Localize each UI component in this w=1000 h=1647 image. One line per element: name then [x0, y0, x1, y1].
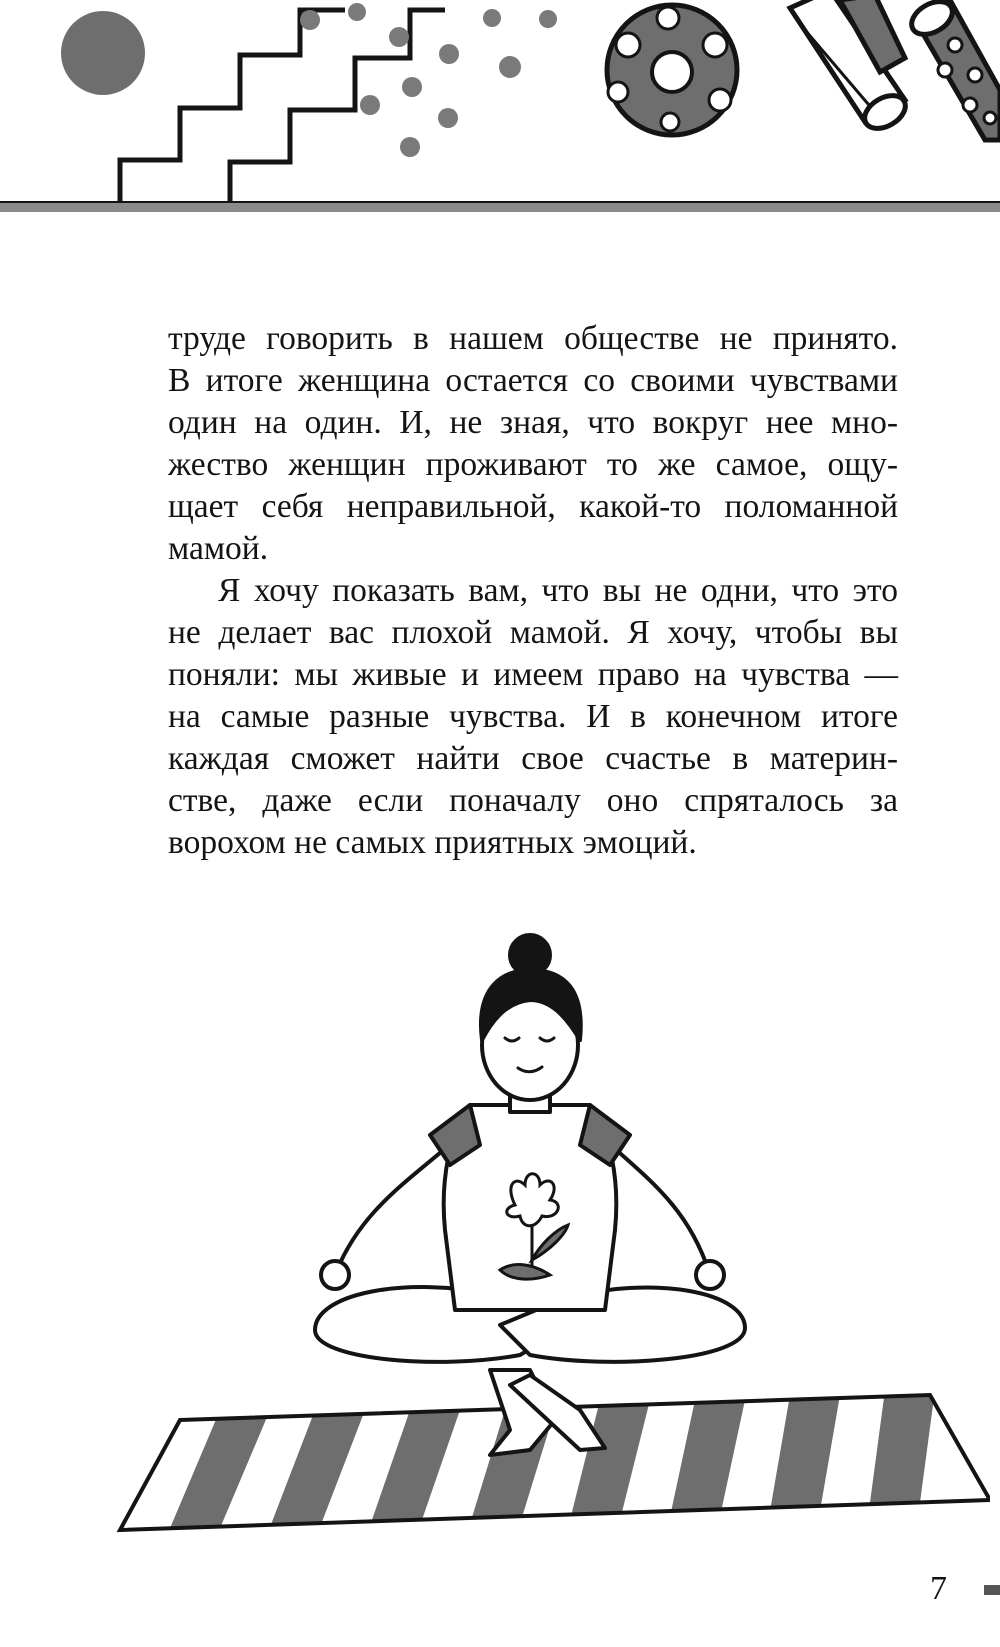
rolling-pin-icon — [790, 0, 911, 135]
corner-mark — [984, 1585, 1000, 1595]
dotted-pattern-icon — [300, 3, 557, 157]
text-line: один на один. И, не зная, что вокруг нее мно- — [168, 404, 898, 441]
text-line: поняли: мы живые и имеем право на чувства — — [168, 656, 898, 693]
header-illustration — [0, 0, 1000, 230]
dark-sun-icon — [61, 11, 145, 95]
page-number: 7 — [930, 1570, 947, 1607]
dotted-tube-icon — [906, 0, 1000, 140]
polka-dot-ball-icon — [607, 5, 737, 135]
paragraph-2 — [168, 570, 898, 864]
text-line: ворохом не самых приятных эмоций. — [168, 824, 697, 861]
text-line: стве, даже если поначалу оно спряталось за — [168, 782, 898, 819]
meditation-illustration — [110, 930, 990, 1550]
text-line: каждая сможет найти свое счастье в материн- — [168, 740, 898, 777]
text-line: на самые разные чувства. И в конечном итоге — [168, 698, 898, 735]
text-line: мамой. — [168, 530, 269, 567]
ground-line — [0, 202, 1000, 212]
paragraph-1 — [168, 318, 898, 570]
body-text — [168, 318, 898, 864]
text-line: Я хочу показать вам, что вы не одни, что это — [218, 572, 898, 609]
text-line: труде говорить в нашем обществе не принято. — [168, 320, 898, 357]
text-line: В итоге женщина остается со своими чувствами — [168, 362, 898, 399]
text-line: щает себя неправильной, какой-то поломанной — [168, 488, 898, 525]
text-line: жество женщин проживают то же самое, ощу- — [168, 446, 898, 483]
text-line: не делает вас плохой мамой. Я хочу, чтобы вы — [168, 614, 898, 651]
